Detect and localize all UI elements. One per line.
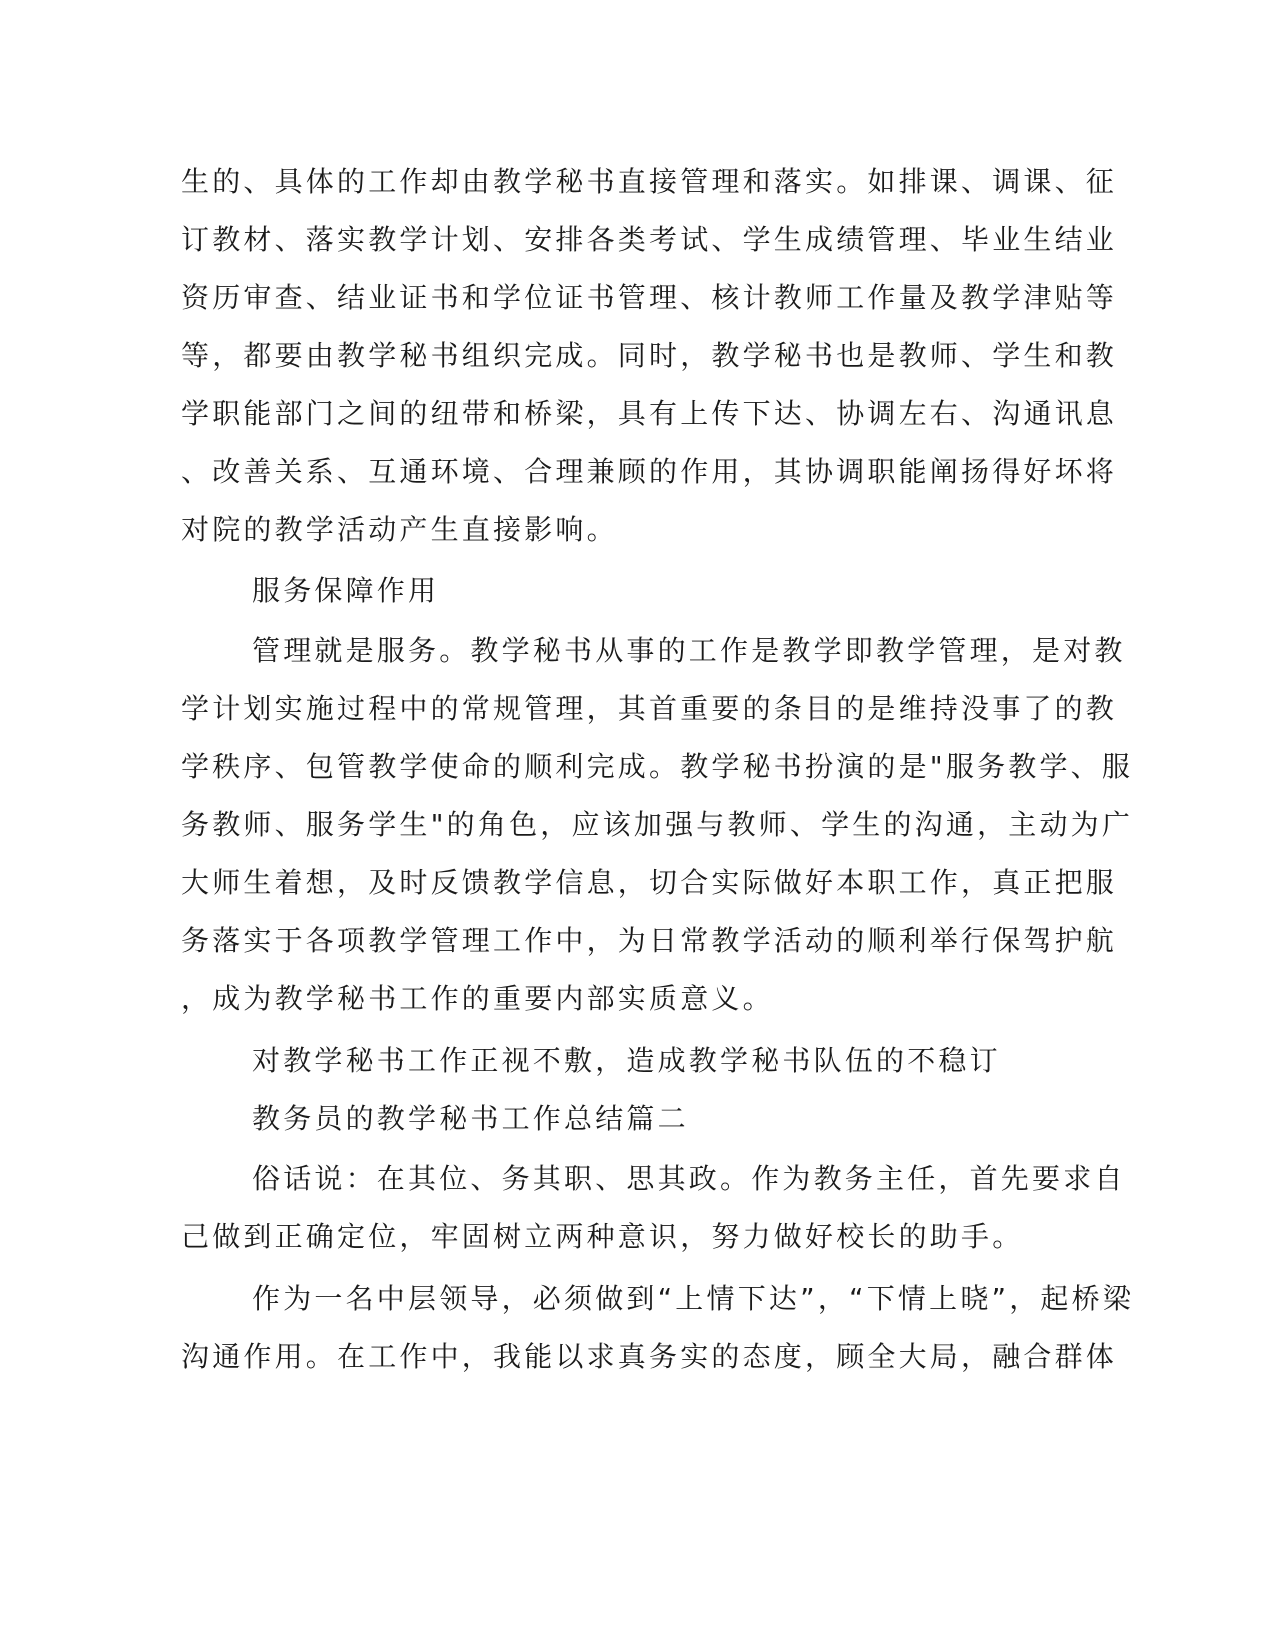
text-line-19: 己做到正确定位，牢固树立两种意识，努力做好校长的助手。 [181, 1220, 1024, 1253]
text-line-21: 沟通作用。在工作中，我能以求真务实的态度，顾全大局，融合群体 [181, 1340, 1118, 1373]
text-line-1: 生的、具体的工作却由教学秘书直接管理和落实。如排课、调课、征 [181, 165, 1118, 198]
text-line-4: 等，都要由教学秘书组织完成。同时，教学秘书也是教师、学生和教 [181, 339, 1118, 372]
text-line-10: 学计划实施过程中的常规管理，其首重要的条目的是维持没事了的教 [181, 692, 1118, 725]
text-line-18: 俗话说：在其位、务其职、思其政。作为教务主任，首先要求自 [252, 1162, 1126, 1195]
text-line-5: 学职能部门之间的纽带和桥梁，具有上传下达、协调左右、沟通讯息 [181, 397, 1118, 430]
text-line-3: 资历审查、结业证书和学位证书管理、核计教师工作量及教学津贴等 [181, 281, 1118, 314]
section-heading-part-two: 教务员的教学秘书工作总结篇二 [252, 1102, 689, 1135]
text-line-11: 学秩序、包管教学使命的顺利完成。教学秘书扮演的是"服务教学、服 [181, 750, 1134, 783]
text-line-13: 大师生着想，及时反馈教学信息，切合实际做好本职工作，真正把服 [181, 866, 1118, 899]
text-line-14: 务落实于各项教学管理工作中，为日常教学活动的顺利举行保驾护航 [181, 924, 1118, 957]
section-heading-service: 服务保障作用 [252, 574, 440, 607]
text-line-2: 订教材、落实教学计划、安排各类考试、学生成绩管理、毕业生结业 [181, 223, 1118, 256]
text-line-15: ，成为教学秘书工作的重要内部实质意义。 [181, 982, 774, 1015]
text-line-12: 务教师、服务学生"的角色，应该加强与教师、学生的沟通，主动为广 [181, 808, 1134, 841]
text-line-7: 对院的教学活动产生直接影响。 [181, 513, 618, 546]
text-line-6: 、改善关系、互通环境、合理兼顾的作用，其协调职能阐扬得好坏将 [181, 455, 1118, 488]
section-heading-problem: 对教学秘书工作正视不敷，造成教学秘书队伍的不稳订 [252, 1044, 1001, 1077]
text-line-20: 作为一名中层领导，必须做到“上情下达”，“下情上晓”，起桥梁 [252, 1282, 1135, 1315]
text-line-9: 管理就是服务。教学秘书从事的工作是教学即教学管理，是对教 [252, 634, 1126, 667]
